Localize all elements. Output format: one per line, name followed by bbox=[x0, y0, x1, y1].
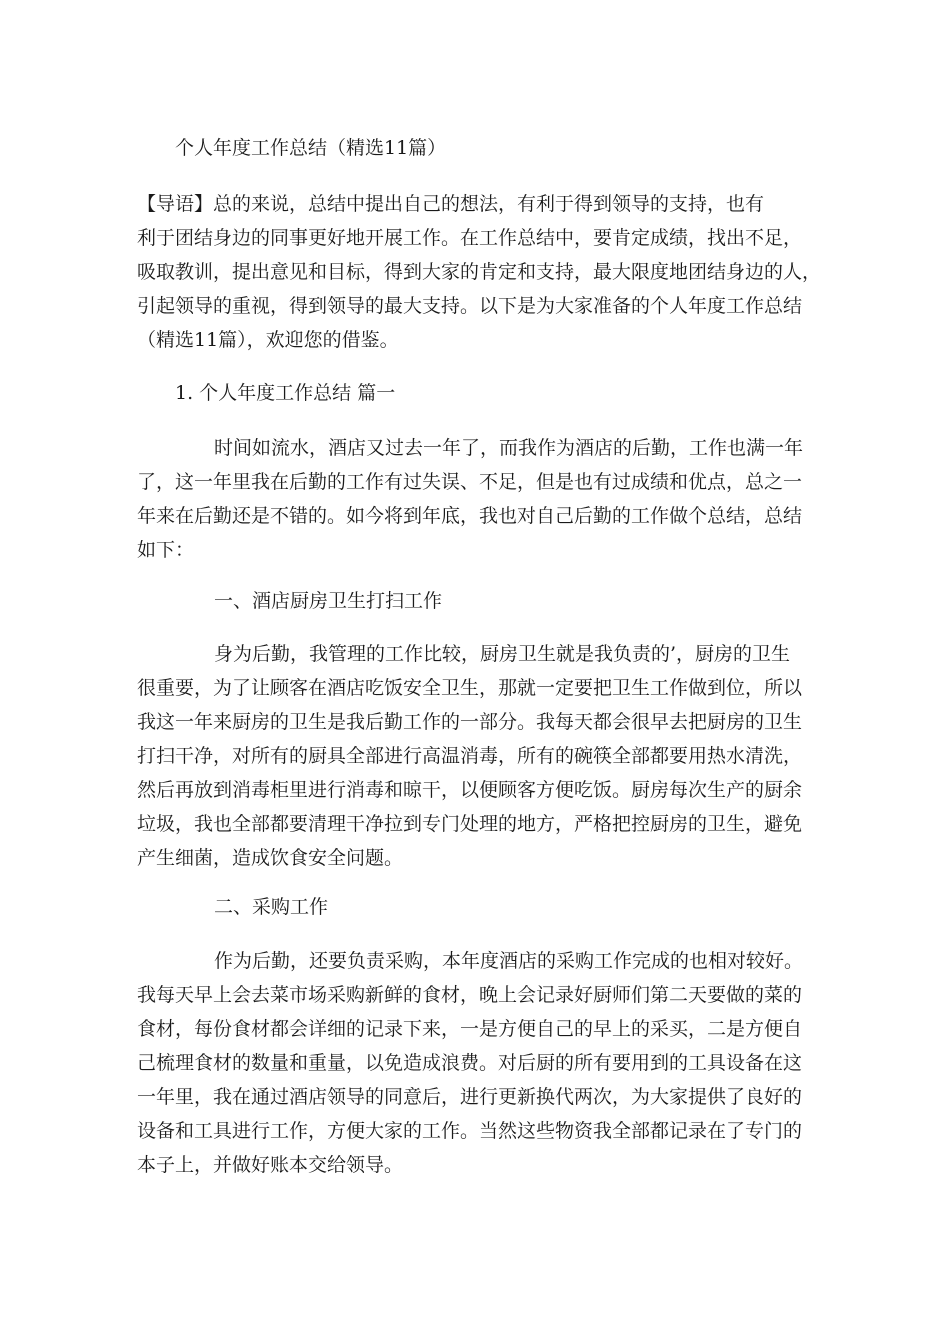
section1-line-4: 如下： bbox=[137, 539, 195, 561]
subheading-kitchen: 一、酒店厨房卫生打扫工作 bbox=[214, 590, 443, 612]
kitchen-line-5: 然后再放到消毒柜里进行消毒和晾干，以便顾客方便吃饭。厨房每次生产的厨余 bbox=[137, 779, 803, 801]
document-title: 个人年度工作总结（精选11篇） bbox=[175, 137, 447, 159]
intro-line-1: 【导语】总的来说，总结中提出自己的想法，有利于得到领导的支持，也有 bbox=[137, 193, 765, 215]
purchasing-line-4: 己梳理食材的数量和重量，以免造成浪费。对后厨的所有要用到的工具设备在这 bbox=[137, 1052, 803, 1074]
section1-line-2: 了，这一年里我在后勤的工作有过失误、不足，但是也有过成绩和优点，总之一 bbox=[137, 471, 803, 493]
purchasing-line-1: 作为后勤，还要负责采购，本年度酒店的采购工作完成的也相对较好。 bbox=[214, 950, 804, 972]
kitchen-line-6: 垃圾，我也全部都要清理干净拉到专门处理的地方，严格把控厨房的卫生，避免 bbox=[137, 813, 803, 835]
kitchen-line-4: 打扫干净，对所有的厨具全部进行高温消毒，所有的碗筷全部都要用热水清洗， bbox=[137, 745, 803, 767]
section1-line-3: 年来在后勤还是不错的。如今将到年底，我也对自己后勤的工作做个总结，总结 bbox=[137, 505, 803, 527]
kitchen-line-3: 我这一年来厨房的卫生是我后勤工作的一部分。我每天都会很早去把厨房的卫生 bbox=[137, 711, 803, 733]
purchasing-line-6: 设备和工具进行工作，方便大家的工作。当然这些物资我全部都记录在了专门的 bbox=[137, 1120, 803, 1142]
section1-line-1: 时间如流水，酒店又过去一年了，而我作为酒店的后勤，工作也满一年 bbox=[214, 437, 804, 459]
intro-line-5: （精选11篇），欢迎您的借鉴。 bbox=[137, 329, 399, 351]
intro-line-3: 吸取教训，提出意见和目标，得到大家的肯定和支持，最大限度地团结身边的人， bbox=[137, 261, 822, 283]
purchasing-line-3: 食材，每份食材都会详细的记录下来，一是方便自己的早上的采买，二是方便自 bbox=[137, 1018, 803, 1040]
section-heading-1: 1. 个人年度工作总结 篇一 bbox=[175, 382, 396, 404]
kitchen-line-2: 很重要，为了让顾客在酒店吃饭安全卫生，那就一定要把卫生工作做到位，所以 bbox=[137, 677, 803, 699]
intro-line-2: 利于团结身边的同事更好地开展工作。在工作总结中，要肯定成绩，找出不足， bbox=[137, 227, 803, 249]
kitchen-line-7: 产生细菌，造成饮食安全问题。 bbox=[137, 847, 404, 869]
kitchen-line-1: 身为后勤，我管理的工作比较，厨房卫生就是我负责的’，厨房的卫生 bbox=[214, 643, 791, 665]
purchasing-line-5: 一年里，我在通过酒店领导的同意后，进行更新换代两次，为大家提供了良好的 bbox=[137, 1086, 803, 1108]
subheading-purchasing: 二、采购工作 bbox=[214, 896, 329, 918]
purchasing-line-2: 我每天早上会去菜市场采购新鲜的食材，晚上会记录好厨师们第二天要做的菜的 bbox=[137, 984, 803, 1006]
intro-line-4: 引起领导的重视，得到领导的最大支持。以下是为大家准备的个人年度工作总结 bbox=[137, 295, 803, 317]
purchasing-line-7: 本子上，并做好账本交给领导。 bbox=[137, 1154, 404, 1176]
